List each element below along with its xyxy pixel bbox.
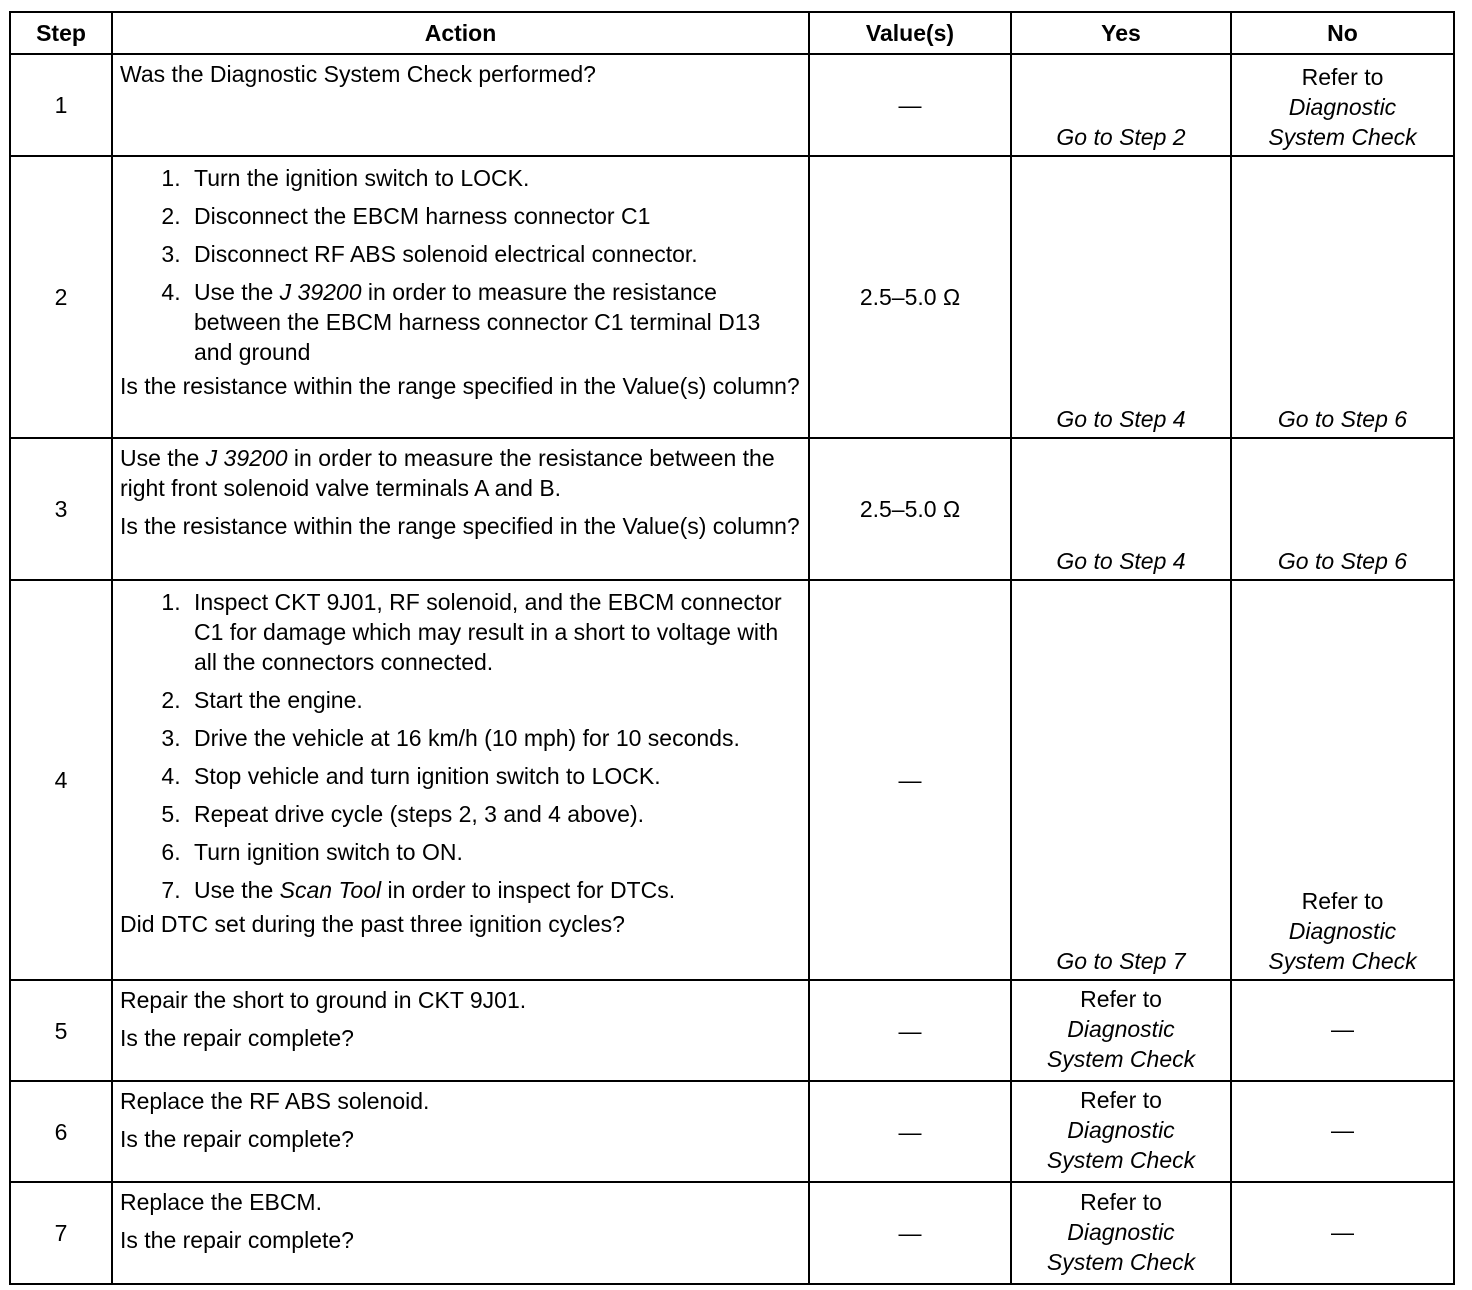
action-question: Is the repair complete?: [120, 1227, 354, 1253]
text-run: in order to inspect for DTCs.: [381, 877, 676, 903]
header-action: Action: [112, 12, 809, 54]
no-text: Diagnostic: [1288, 94, 1397, 120]
no-cell: [1231, 580, 1454, 980]
text-run: in order to measure the resistance between the EBCM harness connector C1 terminal D13 and ground: [194, 279, 761, 365]
action-step: 4. Stop vehicle and turn ignition switch to LOCK.: [187, 761, 802, 791]
yes-cell: [1011, 1182, 1231, 1284]
action-question: Is the resistance within the range specified in the Value(s) column?: [120, 513, 800, 539]
yes-text: Refer to: [1080, 986, 1162, 1012]
action-cell: [112, 156, 809, 438]
no-cell: Go to Step 6: [1231, 156, 1454, 438]
yes-text: Refer to: [1080, 1188, 1162, 1215]
action-line: Replace the RF ABS solenoid.: [120, 1088, 430, 1114]
action-cell: [112, 580, 809, 980]
yes-text: System Check: [1046, 1046, 1196, 1072]
header-row: [10, 12, 1454, 54]
value-cell: —: [809, 54, 1011, 156]
action-question: Did DTC set during the past three ignition cycles?: [120, 911, 625, 937]
action-step: 6. Turn ignition switch to ON.: [187, 837, 802, 867]
text-run: Use the: [120, 445, 206, 471]
action-step: [187, 277, 802, 367]
value-cell: 2.5–5.0 Ω: [809, 438, 1011, 580]
yes-cell: Go to Step 2: [1011, 54, 1231, 156]
value-cell: —: [809, 1081, 1011, 1182]
yes-cell: [1011, 980, 1231, 1081]
action-question: Is the repair complete?: [120, 1025, 354, 1051]
action-cell: [112, 980, 809, 1081]
yes-text: Diagnostic: [1067, 1117, 1175, 1143]
action-intro: [120, 443, 802, 503]
yes-text: Diagnostic: [1067, 1016, 1175, 1042]
action-cell: [112, 1081, 809, 1182]
table-row: [10, 156, 1454, 438]
header-values: Value(s): [809, 12, 1011, 54]
action-question: Was the Diagnostic System Check performed?: [120, 61, 596, 87]
tool-name: J 39200: [279, 279, 362, 305]
action-cell: [112, 1182, 809, 1284]
text-run: Use the: [194, 279, 280, 305]
table-row: [10, 1182, 1454, 1284]
step-number: 1: [10, 54, 112, 156]
step-number: 6: [10, 1081, 112, 1182]
action-step: 2. Disconnect the EBCM harness connector C1: [187, 201, 802, 231]
yes-text: System Check: [1046, 1248, 1196, 1275]
step-number: 2: [10, 156, 112, 438]
action-line: Replace the EBCM.: [120, 1189, 322, 1215]
table-row: [10, 580, 1454, 980]
text-run: Use the: [194, 877, 280, 903]
yes-cell: Go to Step 4: [1011, 156, 1231, 438]
value-cell: —: [809, 980, 1011, 1081]
no-text: Diagnostic: [1288, 918, 1397, 944]
action-cell: [112, 438, 809, 580]
no-cell: —: [1231, 1081, 1454, 1182]
yes-cell: Go to Step 7: [1011, 580, 1231, 980]
action-step: 3. Drive the vehicle at 16 km/h (10 mph) for 10 seconds.: [187, 723, 802, 753]
action-step: 2. Start the engine.: [187, 685, 802, 715]
table-row: [10, 1081, 1454, 1182]
yes-text: Diagnostic: [1067, 1218, 1175, 1245]
action-steps: [120, 163, 802, 367]
yes-text: Refer to: [1080, 1087, 1162, 1113]
action-steps: [120, 587, 802, 905]
action-question: Is the repair complete?: [120, 1126, 354, 1152]
no-text: System Check: [1268, 948, 1417, 974]
no-cell: Go to Step 6: [1231, 438, 1454, 580]
diagnostic-table: [9, 11, 1455, 1285]
no-text: Refer to: [1301, 64, 1384, 90]
step-number: 4: [10, 580, 112, 980]
value-cell: —: [809, 1182, 1011, 1284]
action-step: 1. Turn the ignition switch to LOCK.: [187, 163, 802, 193]
table-row: [10, 54, 1454, 156]
action-step: [187, 875, 802, 905]
value-cell: 2.5–5.0 Ω: [809, 156, 1011, 438]
no-cell: —: [1231, 1182, 1454, 1284]
table-row: [10, 438, 1454, 580]
yes-text: System Check: [1046, 1147, 1196, 1173]
no-cell: [1231, 54, 1454, 156]
action-question: Is the resistance within the range specified in the Value(s) column?: [120, 373, 800, 399]
yes-cell: Go to Step 4: [1011, 438, 1231, 580]
action-line: Repair the short to ground in CKT 9J01.: [120, 987, 527, 1013]
header-step: Step: [10, 12, 112, 54]
tool-name: Scan Tool: [279, 877, 382, 903]
no-text: System Check: [1268, 124, 1417, 150]
action-step: 3. Disconnect RF ABS solenoid electrical connector.: [187, 239, 802, 269]
step-number: 5: [10, 980, 112, 1081]
yes-cell: [1011, 1081, 1231, 1182]
table-row: [10, 980, 1454, 1081]
action-step: 1. Inspect CKT 9J01, RF solenoid, and the EBCM connector C1 for damage which may result in a short to voltage with all the connectors connected.: [187, 587, 802, 677]
value-cell: —: [809, 580, 1011, 980]
text-run: in order to measure the resistance between the right front solenoid valve terminals A and B.: [120, 445, 775, 501]
header-no: No: [1231, 12, 1454, 54]
no-text: Refer to: [1301, 888, 1384, 914]
tool-name: J 39200: [205, 445, 288, 471]
header-yes: Yes: [1011, 12, 1231, 54]
action-step: 5. Repeat drive cycle (steps 2, 3 and 4 above).: [187, 799, 802, 829]
no-cell: —: [1231, 980, 1454, 1081]
step-number: 3: [10, 438, 112, 580]
action-cell: [112, 54, 809, 156]
step-number: 7: [10, 1182, 112, 1284]
